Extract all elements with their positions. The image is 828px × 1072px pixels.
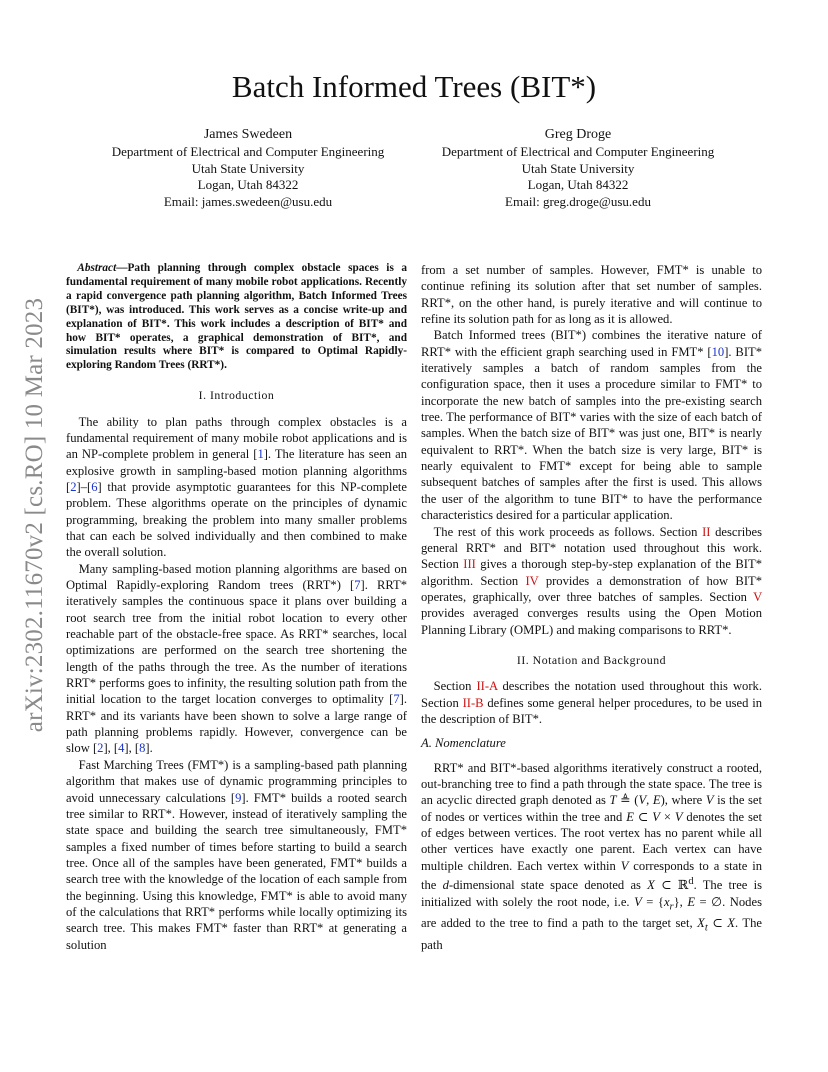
abstract-label: Abstract [77,262,117,274]
citation-link[interactable]: 2 [97,741,104,756]
citation-link[interactable]: 7 [393,692,400,707]
section-link[interactable]: II-A [476,679,498,694]
right-column [421,262,762,954]
author-univ: Utah State University [191,160,305,176]
author-dept: Department of Electrical and Computer Engineering [441,144,715,159]
author-name: Greg Droge [544,127,612,142]
arxiv-sidebar [10,260,60,770]
author-dept: Department of Electrical and Computer Engineering [111,144,385,159]
arxiv-identifier: arXiv:2302.11670v2 [cs.RO] 10 Mar 2023 [21,297,48,733]
paragraph: Section II-A describes the notation used throughout this work. Section II-B defines some general helper procedures, to be used in the description of BIT*. [421,679,762,726]
author-email[interactable]: Email: james.swedeen@usu.edu [163,193,333,209]
citation-link[interactable]: 7 [354,578,361,593]
section-link[interactable]: III [463,557,476,572]
subsection-title: A. Nomenclature [421,736,506,751]
citation-link[interactable]: 6 [91,479,98,494]
citation-link[interactable]: 8 [139,741,146,756]
paragraph: Batch Informed trees (BIT*) combines the iterative nature of RRT* with the efficient graph searching used in FMT* [10]. BIT* iteratively samples a batch of random samples from the configuration space, then it uses a procedure similar to FMT* to incorporate the new batch of samples into the pre-existing search tree. The performance of BIT* varies with the size of each batch of samples. When the batch size of BIT* was just one, BIT* is nearly equivalent to RRT*. When the batch size is very large, BIT* is nearly equivalent to FMT* except for being able to sample subsequent batches of samples after the first is used. This allows the user of the algorithm to tune BIT* to have the performance characteristics desired for a particular application. [421,328,763,523]
author-1 [83,126,413,210]
citation-link[interactable]: 9 [235,790,242,805]
left-column [66,262,407,953]
abstract-text: —Path planning through complex obstacle spaces is a fundamental requirement of many mobile robot applications. Recently a rapid convergence path planning algorithm, Batch Informed Trees (BIT*), was introduced. This work serves as a concise write-up and explanation of BIT*. This work includes a description of BIT* and how BIT* operates, a graphical demonstration of BIT*, and simulation results where BIT* is compared to Optimal Rapidly-exploring Random Trees (RRT*). [66,262,407,372]
section-link[interactable]: II-B [462,695,484,710]
paragraph: Fast Marching Trees (FMT*) is a sampling-based path planning algorithm that makes use of dynamic programming principles to avoid unnecessary calculations [9]. FMT* builds a rooted search tree similar to RRT*. However, instead of iteratively sampling the state space and building the search tree simultaneously, FMT* samples a fixed number of times before starting to build a search tree. Once all of the samples have been generated, FMT* builds a search tree with the knowledge of the location of each sample from the beginning. Using this knowledge, FMT* is able to avoid many of the calculations that RRT* performs while locally optimizing its search tree. This makes FMT* faster than RRT* at generating a solution [66,757,407,952]
citation-link[interactable]: 2 [70,479,77,494]
author-name: James Swedeen [203,127,293,142]
author-addr: Logan, Utah 84322 [527,177,629,193]
section-link[interactable]: IV [525,573,539,588]
author-2 [413,126,743,210]
author-univ: Utah State University [521,160,635,176]
citation-link[interactable]: 1 [257,447,264,462]
paragraph: The rest of this work proceeds as follows. Section II describes general RRT* and BIT* notation used throughout this work. Section III gives a thorough step-by-step explanation of the BIT* algorithm. Section IV provides a demonstration of how BIT* operates, graphically, over three batches of samples. Section V provides averaged converges results using the Open Motion Planning Library (OMPL) and making comparisons to RRT*. [421,524,763,637]
author-addr: Logan, Utah 84322 [197,177,299,193]
paragraph: from a set number of samples. However, FMT* is unable to continue refining its solution after that set number of samples. RRT*, on the other hand, is purely iterative and will continue to refine its solution path for as long as it is allowed. [421,263,762,327]
paragraph: Many sampling-based motion planning algorithms are based on Optimal Rapidly-exploring Random trees (RRT*) [7]. RRT* iteratively samples the continuous space it plans over building a root search tree from the initial robot location to every other reachable part of the obstacle-free space. As RRT* searches, local optimizations are performed on the search tree shortening the length of the paths through the tree. As the number of iterations RRT* performs goes to infinity, the resulting solution path from the initial location to the target location converges to optimality [7]. RRT* and its variants have been shown to solve a large range of path planning problems rapidly. However, convergence can be slow [2], [4], [8]. [66,561,407,756]
section-link[interactable]: II [702,524,711,539]
section-title: I. Introduction [198,388,275,403]
paragraph: The ability to plan paths through complex obstacles is a fundamental requirement of many mobile robot applications and is an NP-complete problem in general [1]. The literature has seen an explosive growth in sampling-based motion planning algorithms [2]–[6] that provide asymptotic guarantees for this NP-complete problem. These algorithms operate on the principles of dynamic programming, breaking the problem into many smaller problems that can each be solved individually and then combined to make the overall solution. [66,414,408,560]
citation-link[interactable]: 4 [118,741,125,756]
abstract [66,262,407,373]
section-title: II. Notation and Background [516,652,667,667]
paragraph: RRT* and BIT*-based algorithms iteratively construct a rooted, out-branching tree to find a path through the state space. The tree is an acyclic directed graph denoted as T ≜ (V, E), where V is the set of nodes or vertices within the tree and E ⊂ V × V denotes the set of edges between vertices. The root vertex has no parent while all other vertices have exactly one parent. Each vertex can have multiple children. Each vertex within V corresponds to a state in the d-dimensional state space denoted as X ⊂ ℝ$^d$. The tree is initialized with solely the root node, i.e. $V = \{x_r\}$, E = ∅. Nodes are added to the tree to find a path to the target set, $X_t$ ⊂ X. The path [421,760,763,953]
paper-title: Batch Informed Trees (BIT*) [231,69,597,104]
section-link[interactable]: V [753,589,762,604]
citation-link[interactable]: 10 [711,344,725,359]
author-email[interactable]: Email: greg.droge@usu.edu [505,193,651,209]
